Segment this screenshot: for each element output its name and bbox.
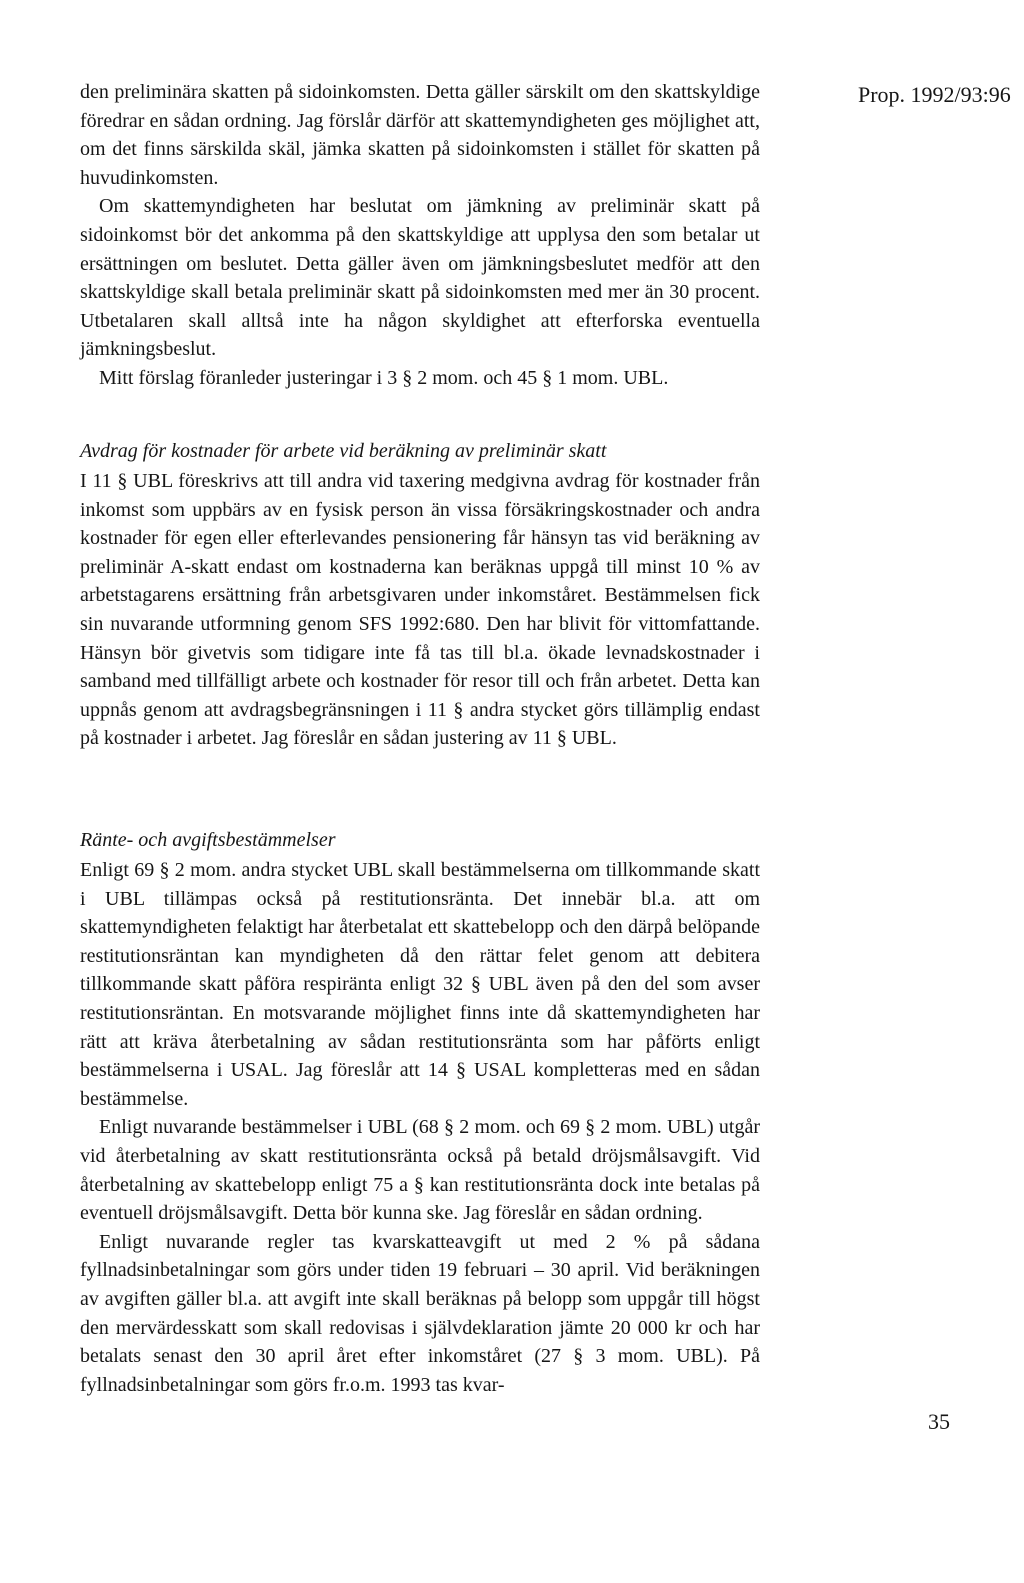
section-heading-ranta [80, 826, 760, 854]
paragraph: den preliminära skatten på sidoinkomsten. Detta gäller särskilt om den skattskyldige föredrar en sådan ordning. Jag förslår därför att skattemyndigheten ges möjlighet att, om det finns särskilda skäl, jämka skatten på sidoinkomsten i stället för skatten på huvudinkomsten. [80, 81, 760, 189]
section-ranta-avgift [80, 856, 760, 1399]
paragraph: Mitt förslag föranleder justeringar i 3 § 2 mom. och 45 § 1 mom. UBL. [99, 366, 669, 389]
page-number: 35 [928, 1409, 950, 1434]
section-heading: Ränte- och avgiftsbestämmelser [80, 829, 336, 851]
section-avdrag-kostnader [80, 467, 760, 753]
proposition-reference: Prop. 1992/93:96 [858, 82, 1011, 107]
paragraph: Om skattemyndigheten har beslutat om jämkning av preliminär skatt på sidoinkomst bör det ankomma på den skattskyldige att upplysa den som betalar ut ersättningen om beslutet. Detta gäller även om jämkningsbeslutet medför att den skattskyldige skall betala preliminär skatt på sidoinkomsten med mer än 30 procent. Utbetalaren skall alltså inte ha någon skyldighet att efterforska eventuella jämkningsbeslut. [80, 195, 760, 361]
section-heading-avdrag [80, 437, 760, 465]
paragraph: Enligt nuvarande regler tas kvarskatteavgift ut med 2 % på sådana fyllnadsinbetalningar som görs under tiden 19 februari – 30 april. Vid beräkningen av avgiften gäller bl.a. att avgift inte skall beräknas på belopp som uppgår till högst den mervärdesskatt som skall redovisas i självdeklaration jämte 20 000 kr och har betalats senast den 30 april året efter inkomståret (27 § 3 mom. UBL). På fyllnadsinbetalningar som görs fr.o.m. 1993 tas kvar- [80, 1230, 760, 1396]
section-heading: Avdrag för kostnader för arbete vid beräkning av preliminär skatt [80, 440, 607, 462]
section-jamkning-sidoinkomst [80, 78, 760, 393]
paragraph: Enligt 69 § 2 mom. andra stycket UBL skall bestämmelserna om tillkommande skatt i UBL tillämpas också på restitutionsränta. Det innebär bl.a. att om skattemyndigheten felaktigt har återbetalat ett skattebelopp och den därpå belöpande restitutionsräntan kan myndigheten då den rättar felet genom att debitera tillkommande skatt påföra respiränta enligt 32 § UBL även på den del som avser restitutionsräntan. En motsvarande möjlighet finns inte då skattemyndigheten har rätt att kräva återbetalning av sådan restitutionsränta som har påförts enligt bestämmelserna i USAL. Jag föreslår att 14 § USAL kompletteras med en sådan bestämmelse. [80, 859, 760, 1110]
paragraph: Enligt nuvarande bestämmelser i UBL (68 § 2 mom. och 69 § 2 mom. UBL) utgår vid återbetalning av skatt restitutionsränta också på betald dröjsmålsavgift. Vid återbetalning av skattebelopp enligt 75 a § kan restitutionsränta dock inte betalas på eventuell dröjsmålsavgift. Detta bör kunna ske. Jag föreslår en sådan ordning. [80, 1116, 760, 1225]
paragraph: I 11 § UBL föreskrivs att till andra vid taxering medgivna avdrag för kostnader från inkomst som uppbärs av en fysisk person än vissa försäkringskostnader och andra kostnader för egen eller efterlevandes pensionering får hänsyn tas vid beräkning av preliminär A-skatt endast om kostnaderna kan beräknas uppgå till minst 10 % av arbetstagarens ersättning från arbetsgivaren under inkomståret. Bestämmelsen fick sin nuvarande utformning genom SFS 1992:680. Den har blivit för vittomfattande. Hänsyn bör givetvis som tidigare inte få tas till bl.a. ökade levnadskostnader i samband med tillfälligt arbete och kostnader för resor till och från arbetet. Detta kan uppnås genom att avdragsbegränsningen i 11 § andra stycket görs tillämplig endast på kostnader i arbetet. Jag föreslår en sådan justering av 11 § UBL. [80, 470, 760, 750]
